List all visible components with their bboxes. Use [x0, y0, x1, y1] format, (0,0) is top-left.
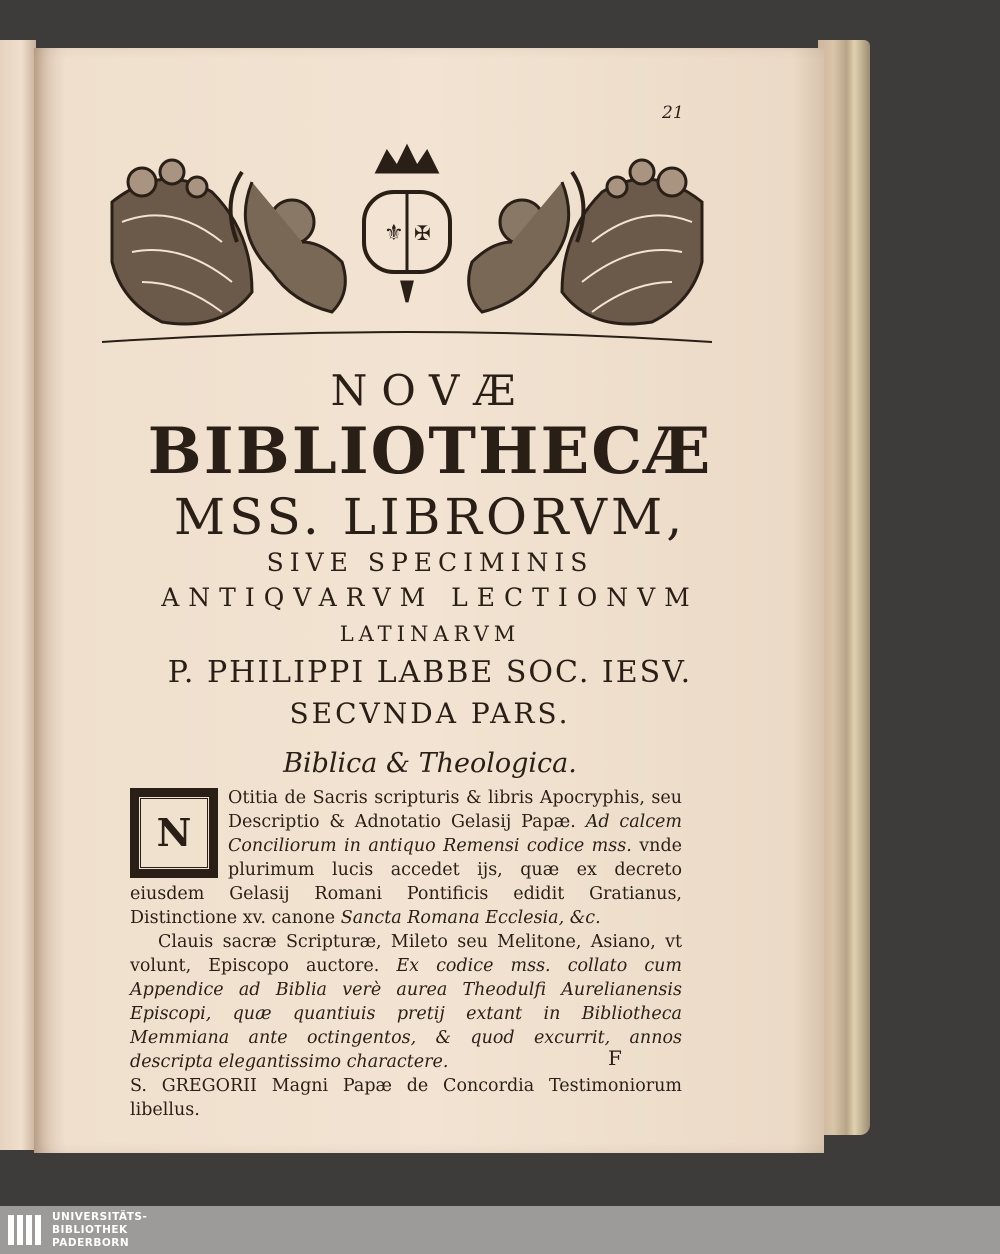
section-heading: Biblica & Theologica. — [283, 748, 577, 779]
drop-cap-frame — [130, 788, 218, 878]
title-line: MSS. LIBRORVM, — [173, 488, 687, 546]
body-text — [130, 786, 682, 1122]
institution-name — [52, 1211, 147, 1250]
part-line: SECVNDA PARS. — [289, 697, 571, 730]
drop-cap: N — [156, 810, 192, 855]
institution-line: BIBLIOTHEK — [52, 1224, 128, 1236]
institution-line: PADERBORN — [52, 1237, 130, 1249]
title-line: LATINARVM — [339, 622, 521, 646]
catchword: F — [608, 1046, 622, 1070]
author-line: P. PHILIPPI LABBE SOC. IESV. — [167, 655, 693, 690]
library-logo-icon — [6, 1211, 46, 1251]
ornamental-headpiece — [102, 142, 712, 352]
paragraph — [130, 1074, 682, 1122]
title-block — [120, 366, 740, 734]
title-line: SIVE SPECIMINIS — [266, 548, 594, 577]
title-line: ANTIQVARVM LECTIONVM — [161, 583, 699, 612]
paragraph — [130, 930, 682, 1074]
right-page — [34, 48, 824, 1153]
paragraph-italic: Ad calcem Conciliorum in antiquo Remensi codice mss. — [228, 812, 682, 856]
title-line: NOVÆ — [330, 366, 530, 415]
paragraph-text: Otitia de Sacris scripturis & libris Apocryphis, seu Descriptio & Adnotatio Gelasij Papæ. — [228, 788, 682, 832]
page-stack-edge — [818, 40, 870, 1135]
institution-line: UNIVERSITÄTS- — [52, 1211, 148, 1223]
svg-text:⚜: ⚜ — [384, 221, 404, 246]
page-number: 21 — [662, 103, 684, 123]
footer-bar — [0, 1206, 1000, 1254]
title-line: BIBLIOTHECÆ — [147, 414, 713, 489]
paragraph-italic: Sancta Romana Ecclesia, &c. — [340, 908, 601, 928]
left-page-edge — [0, 40, 36, 1150]
paragraph-text: Clauis sacræ Scripturæ, Mileto seu Melitone, Asiano, vt volunt, Episcopo auctore. — [130, 932, 682, 976]
paragraph-italic: Ex codice mss. collato cum Appendice ad Biblia verè aurea Theodulfi Aurelianensis Episcopi, quæ quantiuis pretij extant in Bibliotheca Memmiana ante octingentos, & quod excurrit, annos descripta elegantissimo charactere. — [130, 956, 682, 1072]
svg-text:✠: ✠ — [414, 221, 431, 245]
paragraph-text: S. GREGORII Magni Papæ de Concordia Testimoniorum libellus. — [130, 1076, 682, 1120]
paragraph-text: vnde plurimum lucis accedet ijs, quæ ex decreto eiusdem Gelasij Romani Pontificis edidit Gratianus, Distinctione xv. canone — [130, 836, 682, 928]
